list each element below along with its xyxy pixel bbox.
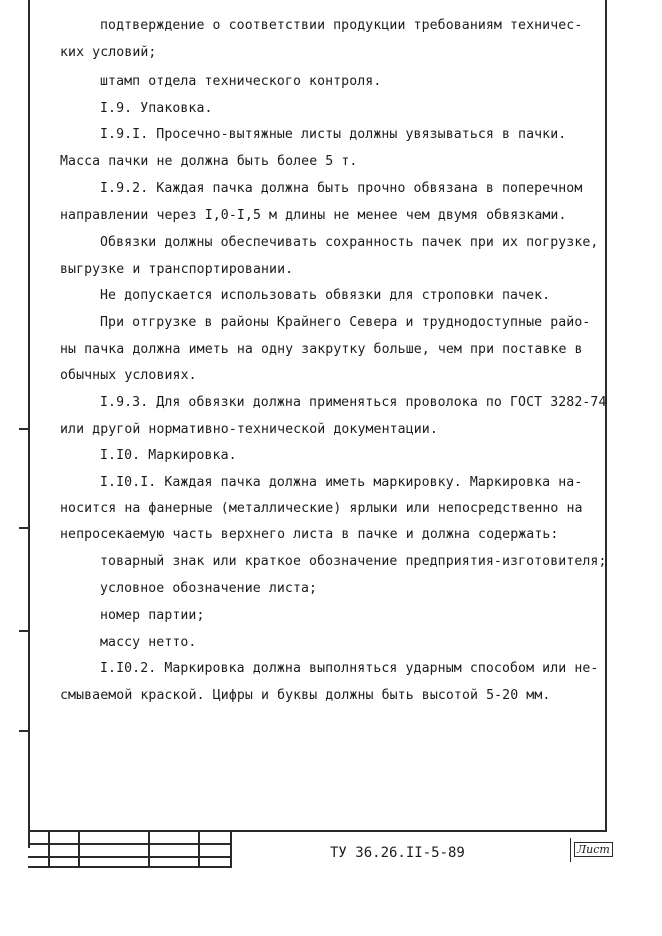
text-line: условное обозначение листа; bbox=[100, 581, 318, 596]
grid-line bbox=[78, 830, 80, 868]
grid-line bbox=[148, 830, 150, 868]
text-line: Не допускается использовать обвязки для строповки пачек. bbox=[100, 288, 551, 303]
text-line: товарный знак или краткое обозначение предприятия-изготовителя; bbox=[100, 554, 607, 569]
margin-tick bbox=[19, 428, 30, 430]
grid-line bbox=[28, 843, 230, 845]
text-line: массу нетто. bbox=[100, 635, 197, 650]
text-line: I.9.2. Каждая пачка должна быть прочно обвязана в поперечном bbox=[100, 181, 583, 196]
text-line: При отгрузке в районы Крайнего Севера и труднодоступные райо- bbox=[100, 315, 591, 330]
frame-right-border bbox=[605, 0, 607, 832]
section-heading: I.9. Упаковка. bbox=[100, 101, 213, 116]
text-line: непросекаемую часть верхнего листа в пачке и должна содержать: bbox=[60, 527, 559, 542]
text-line: I.I0.I. Каждая пачка должна иметь маркировку. Маркировка на- bbox=[100, 475, 583, 490]
text-line: смываемой краской. Цифры и буквы должны быть высотой 5-20 мм. bbox=[60, 688, 551, 703]
document-code: ТУ 36.26.II-5-89 bbox=[330, 845, 465, 861]
title-block-grid bbox=[28, 830, 607, 868]
frame-left-border bbox=[28, 0, 30, 848]
text-line: Обвязки должны обеспечивать сохранность пачек при их погрузке, bbox=[100, 235, 599, 250]
margin-tick bbox=[19, 630, 30, 632]
margin-tick bbox=[19, 730, 30, 732]
text-line: или другой нормативно-технической документации. bbox=[60, 422, 438, 437]
grid-line bbox=[198, 830, 200, 868]
text-line: штамп отдела технического контроля. bbox=[100, 74, 382, 89]
text-line: ны пачка должна иметь на одну закрутку больше, чем при поставке в bbox=[60, 342, 583, 357]
text-line: I.9.I. Просечно-вытяжные листы должны увязываться в пачки. bbox=[100, 127, 567, 142]
margin-tick bbox=[19, 527, 30, 529]
grid-line bbox=[28, 866, 230, 868]
text-line: ких условий; bbox=[60, 45, 157, 60]
grid-line bbox=[28, 830, 607, 832]
grid-line bbox=[28, 856, 230, 858]
grid-line bbox=[48, 830, 50, 868]
text-line: направлении через I,0-I,5 м длины не менее чем двумя обвязками. bbox=[60, 208, 567, 223]
grid-line bbox=[230, 830, 232, 868]
text-line: обычных условиях. bbox=[60, 368, 197, 383]
text-line: носится на фанерные (металлические) ярлыки или непосредственно на bbox=[60, 501, 583, 516]
text-line: I.I0.2. Маркировка должна выполняться ударным способом или не- bbox=[100, 661, 599, 676]
section-heading: I.I0. Маркировка. bbox=[100, 448, 237, 463]
text-line: I.9.3. Для обвязки должна применяться проволока по ГОСТ 3282-74 bbox=[100, 395, 607, 410]
text-line: номер партии; bbox=[100, 608, 205, 623]
text-line: выгрузке и транспортировании. bbox=[60, 262, 294, 277]
text-line: Масса пачки не должна быть более 5 т. bbox=[60, 154, 358, 169]
text-line: подтверждение о соответствии продукции требованиям техничес- bbox=[100, 18, 583, 33]
sheet-label: Лист bbox=[574, 842, 613, 857]
